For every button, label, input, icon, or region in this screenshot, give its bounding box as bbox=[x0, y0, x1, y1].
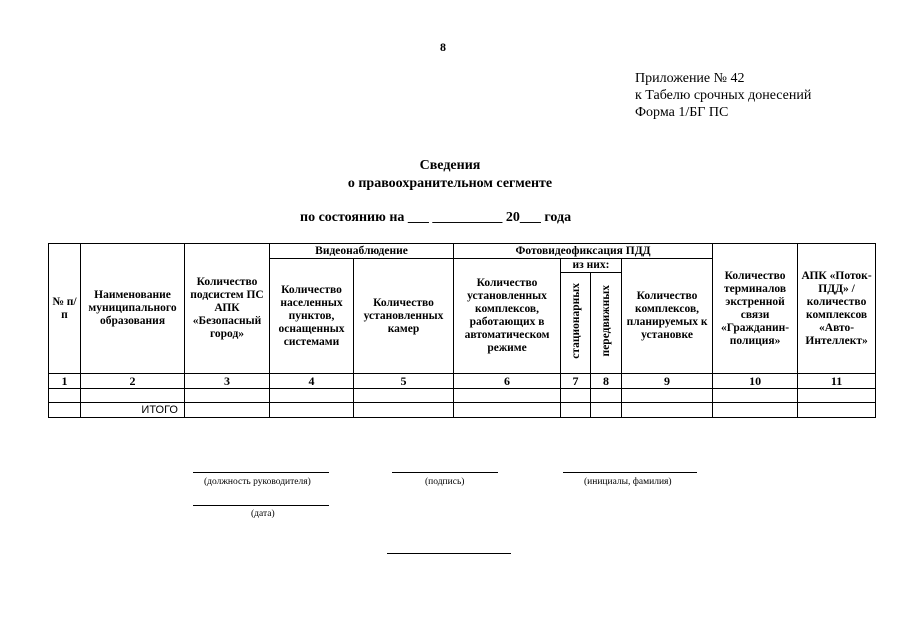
table-cell bbox=[561, 389, 591, 403]
signature-caption: (подпись) bbox=[425, 477, 465, 487]
header-municipality: Наименование муниципального образования bbox=[81, 244, 185, 374]
position-signature-line bbox=[193, 472, 329, 473]
table-cell bbox=[622, 403, 713, 418]
table-cell bbox=[49, 403, 81, 418]
date-line bbox=[193, 505, 329, 506]
table-cell bbox=[185, 403, 270, 418]
header-terminals: Количество терминалов экстренной связи «Гражданин-полиция» bbox=[713, 244, 798, 374]
table-cell bbox=[798, 389, 876, 403]
name-signature-line bbox=[563, 472, 697, 473]
column-number: 5 bbox=[354, 374, 454, 389]
header-number: № п/п bbox=[49, 244, 81, 374]
appendix-number: Приложение № 42 bbox=[635, 71, 745, 86]
table-cell bbox=[49, 389, 81, 403]
page-number: 8 bbox=[440, 40, 446, 54]
header-apk-potok: АПК «Поток-ПДД» / количество комплексов «Авто-Интеллект» bbox=[798, 244, 876, 374]
header-mobile-text: передвижных bbox=[600, 285, 613, 357]
appendix-block bbox=[635, 70, 811, 121]
header-subsystems: Количество подсистем ПС АПК «Безопасный город» bbox=[185, 244, 270, 374]
bottom-line bbox=[387, 553, 511, 554]
table-cell bbox=[270, 389, 354, 403]
header-installed-complexes: Количество установленных комплексов, работающих в автоматическом режиме bbox=[454, 259, 561, 374]
table-cell bbox=[591, 403, 622, 418]
header-group-video: Видеонаблюдение bbox=[270, 244, 454, 259]
signature-line bbox=[392, 472, 498, 473]
header-mobile bbox=[591, 273, 622, 374]
column-number: 10 bbox=[713, 374, 798, 389]
column-number: 11 bbox=[798, 374, 876, 389]
column-number: 6 bbox=[454, 374, 561, 389]
column-number: 2 bbox=[81, 374, 185, 389]
header-stationary bbox=[561, 273, 591, 374]
table-cell bbox=[591, 389, 622, 403]
total-row bbox=[49, 403, 876, 418]
header-group-photo: Фотовидеофиксация ПДД bbox=[454, 244, 713, 259]
document-subtitle: о правоохранительном сегменте bbox=[347, 176, 553, 191]
name-caption: (инициалы, фамилия) bbox=[584, 477, 672, 487]
column-number: 9 bbox=[622, 374, 713, 389]
table-cell bbox=[270, 403, 354, 418]
header-planned-complexes: Количество комплексов, планируемых к установке bbox=[622, 259, 713, 374]
column-number: 1 bbox=[49, 374, 81, 389]
appendix-reference: к Табелю срочных донесений bbox=[635, 88, 812, 103]
table-cell bbox=[454, 403, 561, 418]
position-caption: (должность руководителя) bbox=[204, 477, 311, 487]
header-stationary-text: стационарных bbox=[569, 283, 582, 359]
table-cell bbox=[622, 389, 713, 403]
table-cell bbox=[81, 389, 185, 403]
header-settlements: Количество населенных пунктов, оснащенных системами bbox=[270, 259, 354, 374]
as-of-date-line: по состоянию на ___ __________ 20___ года bbox=[300, 210, 572, 225]
column-number: 8 bbox=[591, 374, 622, 389]
header-cameras: Количество установленных камер bbox=[354, 259, 454, 374]
table-row bbox=[49, 389, 876, 403]
header-of-them: из них: bbox=[561, 259, 622, 273]
table-cell bbox=[798, 403, 876, 418]
table-cell bbox=[354, 403, 454, 418]
form-code: Форма 1/БГ ПС bbox=[635, 105, 729, 120]
table-cell bbox=[454, 389, 561, 403]
total-label: ИТОГО bbox=[81, 403, 185, 418]
report-table bbox=[48, 243, 876, 418]
document-title: Сведения bbox=[419, 158, 481, 173]
column-number: 4 bbox=[270, 374, 354, 389]
column-number: 3 bbox=[185, 374, 270, 389]
column-number: 7 bbox=[561, 374, 591, 389]
table-cell bbox=[185, 389, 270, 403]
table-cell bbox=[561, 403, 591, 418]
date-caption: (дата) bbox=[251, 509, 275, 519]
column-numbers-row bbox=[49, 374, 876, 389]
table-cell bbox=[713, 389, 798, 403]
table-cell bbox=[354, 389, 454, 403]
table-cell bbox=[713, 403, 798, 418]
